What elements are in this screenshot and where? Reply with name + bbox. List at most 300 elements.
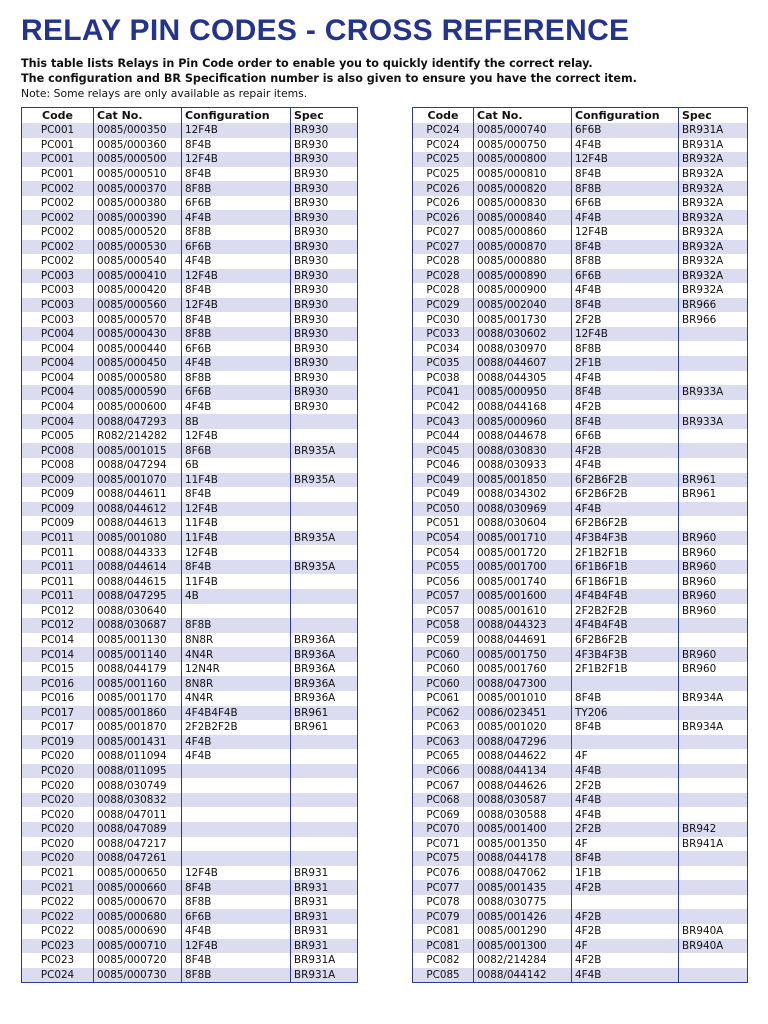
- cell-configuration: 1F1B: [572, 866, 679, 881]
- cell-cat-no: 0088/044607: [474, 356, 572, 371]
- cell-cat-no: 0085/000560: [94, 298, 182, 313]
- cell-configuration: 8F8B: [182, 181, 291, 196]
- cell-spec: BR931A: [291, 953, 358, 968]
- cell-spec: [291, 414, 358, 429]
- cell-cat-no: 0085/000510: [94, 167, 182, 182]
- cell-cat-no: 0085/001160: [94, 676, 182, 691]
- table-row: [22, 749, 358, 764]
- cell-code: PC020: [22, 837, 94, 852]
- cell-code: PC027: [413, 240, 474, 255]
- cell-spec: [679, 400, 748, 415]
- cell-cat-no: 0085/000600: [94, 400, 182, 415]
- cell-configuration: 12F4B: [572, 225, 679, 240]
- table-row: [413, 443, 748, 458]
- cell-code: PC008: [22, 443, 94, 458]
- relay-table-left: [21, 107, 358, 983]
- cell-spec: BR930: [291, 283, 358, 298]
- cell-code: PC014: [22, 633, 94, 648]
- cell-configuration: 12F4B: [182, 298, 291, 313]
- cell-spec: BR941A: [679, 837, 748, 852]
- cell-code: PC004: [22, 327, 94, 342]
- table-row: [22, 647, 358, 662]
- cell-cat-no: 0085/001010: [474, 691, 572, 706]
- table-row: [22, 778, 358, 793]
- cell-code: PC022: [22, 895, 94, 910]
- cell-cat-no: 0085/000500: [94, 152, 182, 167]
- cell-spec: BR930: [291, 371, 358, 386]
- cell-spec: BR932A: [679, 210, 748, 225]
- cell-code: PC066: [413, 764, 474, 779]
- cell-configuration: 8F4B: [572, 385, 679, 400]
- cell-cat-no: 0085/001300: [474, 939, 572, 954]
- cell-code: PC054: [413, 545, 474, 560]
- cell-spec: [291, 458, 358, 473]
- cell-spec: BR930: [291, 385, 358, 400]
- cell-spec: BR930: [291, 123, 358, 138]
- cell-configuration: 6F6B: [572, 269, 679, 284]
- cell-spec: [291, 822, 358, 837]
- cell-cat-no: 0088/044333: [94, 545, 182, 560]
- table-row: [413, 516, 748, 531]
- table-row: [413, 735, 748, 750]
- cell-code: PC002: [22, 210, 94, 225]
- cell-code: PC003: [22, 312, 94, 327]
- cell-code: PC016: [22, 691, 94, 706]
- cell-configuration: 8F4B: [182, 167, 291, 182]
- cell-configuration: 2F2B2F2B: [182, 720, 291, 735]
- cell-spec: [291, 516, 358, 531]
- cell-configuration: 6F1B6F1B: [572, 560, 679, 575]
- cell-configuration: 11F4B: [182, 516, 291, 531]
- cell-spec: BR931: [291, 939, 358, 954]
- cell-spec: BR932A: [679, 240, 748, 255]
- cell-code: PC004: [22, 356, 94, 371]
- cell-configuration: 6F2B6F2B: [572, 473, 679, 488]
- cell-code: PC081: [413, 924, 474, 939]
- table-row: [22, 312, 358, 327]
- cell-cat-no: 0085/001290: [474, 924, 572, 939]
- table-header-row: [22, 108, 358, 124]
- cell-cat-no: 0085/000750: [474, 138, 572, 153]
- cell-cat-no: 0085/000660: [94, 880, 182, 895]
- cell-cat-no: 0085/000430: [94, 327, 182, 342]
- cell-code: PC050: [413, 502, 474, 517]
- cell-spec: [679, 807, 748, 822]
- cell-code: PC019: [22, 735, 94, 750]
- cell-cat-no: 0088/030830: [474, 443, 572, 458]
- cell-configuration: 11F4B: [182, 574, 291, 589]
- table-row: [413, 385, 748, 400]
- cell-cat-no: 0088/044626: [474, 778, 572, 793]
- cell-spec: [291, 778, 358, 793]
- cell-code: PC055: [413, 560, 474, 575]
- cell-spec: [679, 443, 748, 458]
- table-row: [413, 778, 748, 793]
- cell-spec: [291, 764, 358, 779]
- cell-code: PC035: [413, 356, 474, 371]
- cell-cat-no: 0085/000720: [94, 953, 182, 968]
- cell-spec: BR930: [291, 327, 358, 342]
- cell-code: PC004: [22, 385, 94, 400]
- cell-spec: BR930: [291, 312, 358, 327]
- table-row: [413, 764, 748, 779]
- cell-cat-no: 0088/044615: [94, 574, 182, 589]
- cell-configuration: [182, 778, 291, 793]
- table-row: [413, 633, 748, 648]
- table-row: [413, 822, 748, 837]
- cell-cat-no: 0085/000380: [94, 196, 182, 211]
- cell-cat-no: 0085/000520: [94, 225, 182, 240]
- cell-code: PC081: [413, 939, 474, 954]
- cell-cat-no: 0085/001170: [94, 691, 182, 706]
- cell-code: PC079: [413, 909, 474, 924]
- cell-configuration: [182, 764, 291, 779]
- table-row: [413, 749, 748, 764]
- cell-configuration: 12F4B: [182, 545, 291, 560]
- cell-code: PC020: [22, 778, 94, 793]
- cell-code: PC077: [413, 880, 474, 895]
- cell-code: PC026: [413, 181, 474, 196]
- cell-configuration: 2F2B2F2B: [572, 604, 679, 619]
- table-row: [22, 181, 358, 196]
- table-row: [22, 341, 358, 356]
- cell-code: PC067: [413, 778, 474, 793]
- table-row: [22, 618, 358, 633]
- cell-code: PC021: [22, 880, 94, 895]
- table-row: [413, 793, 748, 808]
- intro-line-2: The configuration and BR Specification number is also given to ensure you have the correct item.: [21, 72, 637, 85]
- table-row: [413, 968, 748, 983]
- cell-cat-no: R082/214282: [94, 429, 182, 444]
- cell-cat-no: 0085/000960: [474, 414, 572, 429]
- cell-configuration: 8F8B: [572, 181, 679, 196]
- table-row: [22, 298, 358, 313]
- table-row: [413, 691, 748, 706]
- cell-code: PC043: [413, 414, 474, 429]
- table-row: [22, 414, 358, 429]
- cell-configuration: 4F4B: [182, 749, 291, 764]
- table-row: [413, 341, 748, 356]
- header-configuration: Configuration: [182, 108, 291, 124]
- cell-spec: BR940A: [679, 924, 748, 939]
- cell-code: PC009: [22, 516, 94, 531]
- cell-cat-no: 0088/044323: [474, 618, 572, 633]
- cell-configuration: 4F2B: [572, 953, 679, 968]
- cell-cat-no: 0085/001710: [474, 531, 572, 546]
- table-row: [413, 167, 748, 182]
- cell-cat-no: 0085/000830: [474, 196, 572, 211]
- cell-cat-no: 0085/001140: [94, 647, 182, 662]
- cell-code: PC076: [413, 866, 474, 881]
- cell-spec: [291, 604, 358, 619]
- cell-spec: [679, 356, 748, 371]
- cell-cat-no: 0088/047062: [474, 866, 572, 881]
- table-row: [22, 589, 358, 604]
- cell-spec: BR932A: [679, 152, 748, 167]
- cell-spec: [679, 778, 748, 793]
- table-row: [22, 531, 358, 546]
- cell-cat-no: 0085/000540: [94, 254, 182, 269]
- cell-configuration: 2F2B: [572, 822, 679, 837]
- cell-code: PC025: [413, 167, 474, 182]
- cell-spec: BR933A: [679, 414, 748, 429]
- cell-configuration: 6F6B: [182, 240, 291, 255]
- cell-configuration: [182, 851, 291, 866]
- cell-cat-no: 0085/001400: [474, 822, 572, 837]
- cell-cat-no: 0085/000680: [94, 909, 182, 924]
- cell-spec: [291, 487, 358, 502]
- relay-table-right: [412, 107, 748, 983]
- cell-spec: [679, 458, 748, 473]
- cell-code: PC023: [22, 939, 94, 954]
- cell-configuration: 2F2B: [572, 312, 679, 327]
- page-title: RELAY PIN CODES - CROSS REFERENCE: [21, 14, 630, 47]
- cell-configuration: 12F4B: [572, 152, 679, 167]
- cell-cat-no: 0088/044611: [94, 487, 182, 502]
- table-row: [413, 880, 748, 895]
- cell-configuration: 8F4B: [572, 691, 679, 706]
- cell-cat-no: 0088/044612: [94, 502, 182, 517]
- cell-cat-no: 0088/047089: [94, 822, 182, 837]
- cell-configuration: 4F4B: [182, 356, 291, 371]
- cell-spec: BR936A: [291, 676, 358, 691]
- cell-cat-no: 0085/000440: [94, 341, 182, 356]
- cell-configuration: 12F4B: [182, 429, 291, 444]
- cell-configuration: 8F8B: [572, 254, 679, 269]
- cell-configuration: 2F1B2F1B: [572, 545, 679, 560]
- cell-configuration: 8F4B: [182, 283, 291, 298]
- cell-configuration: [182, 793, 291, 808]
- cell-cat-no: 0088/030969: [474, 502, 572, 517]
- cell-cat-no: 0085/000410: [94, 269, 182, 284]
- cell-code: PC029: [413, 298, 474, 313]
- table-row: [22, 735, 358, 750]
- cell-code: PC062: [413, 706, 474, 721]
- cell-configuration: 8F8B: [182, 618, 291, 633]
- cell-spec: [679, 851, 748, 866]
- table-row: [22, 240, 358, 255]
- cell-spec: [679, 793, 748, 808]
- cell-spec: BR936A: [291, 647, 358, 662]
- cell-spec: BR930: [291, 400, 358, 415]
- cell-cat-no: 0088/030604: [474, 516, 572, 531]
- cell-configuration: 6F6B: [572, 196, 679, 211]
- cell-cat-no: 0088/034302: [474, 487, 572, 502]
- table-row: [413, 866, 748, 881]
- cell-configuration: 6F6B: [572, 429, 679, 444]
- cell-cat-no: 0085/001080: [94, 531, 182, 546]
- cell-spec: BR931: [291, 909, 358, 924]
- cell-code: PC009: [22, 502, 94, 517]
- cell-cat-no: 0085/001130: [94, 633, 182, 648]
- cell-spec: BR930: [291, 298, 358, 313]
- cell-configuration: 4B: [182, 589, 291, 604]
- cell-spec: BR930: [291, 240, 358, 255]
- cell-spec: BR936A: [291, 662, 358, 677]
- cell-configuration: 8B: [182, 414, 291, 429]
- table-row: [22, 473, 358, 488]
- table-row: [413, 283, 748, 298]
- table-row: [413, 487, 748, 502]
- cell-spec: BR931: [291, 880, 358, 895]
- cell-cat-no: 0085/000710: [94, 939, 182, 954]
- cell-configuration: 4F: [572, 939, 679, 954]
- cell-cat-no: 0085/001750: [474, 647, 572, 662]
- table-row: [22, 400, 358, 415]
- cell-code: PC008: [22, 458, 94, 473]
- cell-cat-no: 0088/044691: [474, 633, 572, 648]
- cell-configuration: 4N4R: [182, 691, 291, 706]
- cell-spec: BR932A: [679, 196, 748, 211]
- cell-cat-no: 0085/001600: [474, 589, 572, 604]
- cell-spec: BR930: [291, 254, 358, 269]
- cell-spec: BR960: [679, 574, 748, 589]
- table-row: [22, 458, 358, 473]
- table-row: [22, 487, 358, 502]
- cell-spec: BR932A: [679, 254, 748, 269]
- table-row: [22, 545, 358, 560]
- cell-cat-no: 0085/000880: [474, 254, 572, 269]
- cell-code: PC003: [22, 298, 94, 313]
- table-row: [22, 210, 358, 225]
- cell-cat-no: 0085/001350: [474, 837, 572, 852]
- cell-configuration: 4F4B: [572, 210, 679, 225]
- header-spec: Spec: [679, 108, 748, 124]
- cell-spec: BR931: [291, 924, 358, 939]
- cell-cat-no: 0085/000450: [94, 356, 182, 371]
- cell-configuration: 4F: [572, 837, 679, 852]
- cell-code: PC060: [413, 662, 474, 677]
- table-row: [413, 618, 748, 633]
- cell-spec: BR940A: [679, 939, 748, 954]
- cell-code: PC063: [413, 735, 474, 750]
- cell-configuration: 12F4B: [182, 866, 291, 881]
- cell-code: PC051: [413, 516, 474, 531]
- cell-code: PC002: [22, 196, 94, 211]
- cell-configuration: 6F6B: [182, 196, 291, 211]
- cell-code: PC002: [22, 240, 94, 255]
- table-row: [22, 560, 358, 575]
- cell-configuration: 6B: [182, 458, 291, 473]
- cell-cat-no: 0085/000840: [474, 210, 572, 225]
- table-row: [413, 560, 748, 575]
- cell-spec: BR930: [291, 225, 358, 240]
- cell-configuration: 2F1B2F1B: [572, 662, 679, 677]
- table-row: [413, 225, 748, 240]
- cell-configuration: 8F4B: [182, 138, 291, 153]
- cell-code: PC016: [22, 676, 94, 691]
- cell-cat-no: 0085/000390: [94, 210, 182, 225]
- cell-spec: [679, 866, 748, 881]
- cell-configuration: 11F4B: [182, 531, 291, 546]
- cell-configuration: 12N4R: [182, 662, 291, 677]
- cell-code: PC057: [413, 604, 474, 619]
- cell-cat-no: 0085/001431: [94, 735, 182, 750]
- cell-spec: BR932A: [679, 269, 748, 284]
- cell-code: PC009: [22, 487, 94, 502]
- table-row: [22, 327, 358, 342]
- cell-cat-no: 0088/030832: [94, 793, 182, 808]
- cell-configuration: 11F4B: [182, 473, 291, 488]
- table-row: [22, 837, 358, 852]
- table-row: [22, 269, 358, 284]
- table-row: [22, 924, 358, 939]
- cell-spec: [679, 371, 748, 386]
- table-row: [22, 138, 358, 153]
- cell-cat-no: 0085/001860: [94, 706, 182, 721]
- cell-cat-no: 0085/001740: [474, 574, 572, 589]
- cell-spec: BR936A: [291, 633, 358, 648]
- cell-cat-no: 0088/044622: [474, 749, 572, 764]
- cell-code: PC002: [22, 254, 94, 269]
- table-row: [413, 807, 748, 822]
- cell-spec: BR930: [291, 196, 358, 211]
- cell-cat-no: 0088/044678: [474, 429, 572, 444]
- cell-code: PC011: [22, 531, 94, 546]
- cell-code: PC020: [22, 851, 94, 866]
- cell-cat-no: 0088/030640: [94, 604, 182, 619]
- cell-cat-no: 0085/000420: [94, 283, 182, 298]
- cell-code: PC069: [413, 807, 474, 822]
- cell-cat-no: 0085/001435: [474, 880, 572, 895]
- cell-configuration: 4F4B4F4B: [182, 706, 291, 721]
- table-row: [413, 429, 748, 444]
- table-row: [22, 691, 358, 706]
- cell-cat-no: 0085/000530: [94, 240, 182, 255]
- cell-code: PC020: [22, 807, 94, 822]
- cell-code: PC028: [413, 283, 474, 298]
- cell-spec: [291, 837, 358, 852]
- cell-configuration: 12F4B: [182, 123, 291, 138]
- cell-cat-no: 0085/000650: [94, 866, 182, 881]
- cell-spec: BR935A: [291, 473, 358, 488]
- cell-spec: BR930: [291, 210, 358, 225]
- cell-cat-no: 0088/047293: [94, 414, 182, 429]
- cell-spec: BR930: [291, 181, 358, 196]
- cell-configuration: 6F6B: [182, 909, 291, 924]
- cell-spec: BR934A: [679, 720, 748, 735]
- cell-code: PC017: [22, 720, 94, 735]
- cell-spec: [291, 749, 358, 764]
- intro-text: [21, 56, 761, 101]
- cell-spec: BR961: [291, 706, 358, 721]
- cell-spec: BR932A: [679, 181, 748, 196]
- cell-code: PC056: [413, 574, 474, 589]
- cell-spec: BR930: [291, 138, 358, 153]
- cell-configuration: 8F8B: [182, 371, 291, 386]
- cell-code: PC009: [22, 473, 94, 488]
- cell-configuration: 8F4B: [182, 312, 291, 327]
- cell-configuration: 4F4B: [572, 807, 679, 822]
- cell-configuration: 8F8B: [182, 327, 291, 342]
- cell-configuration: 8F4B: [572, 298, 679, 313]
- cell-cat-no: 0088/047296: [474, 735, 572, 750]
- cell-spec: [291, 618, 358, 633]
- cell-spec: [679, 764, 748, 779]
- cell-configuration: 6F2B6F2B: [572, 633, 679, 648]
- table-row: [22, 633, 358, 648]
- table-row: [413, 138, 748, 153]
- cell-cat-no: 0088/030775: [474, 895, 572, 910]
- table-row: [413, 181, 748, 196]
- cell-spec: [679, 327, 748, 342]
- cell-cat-no: 0085/000870: [474, 240, 572, 255]
- table-row: [22, 152, 358, 167]
- cell-configuration: 8F4B: [572, 720, 679, 735]
- cell-configuration: 6F2B6F2B: [572, 516, 679, 531]
- cell-configuration: 4F4B: [572, 458, 679, 473]
- table-row: [22, 968, 358, 983]
